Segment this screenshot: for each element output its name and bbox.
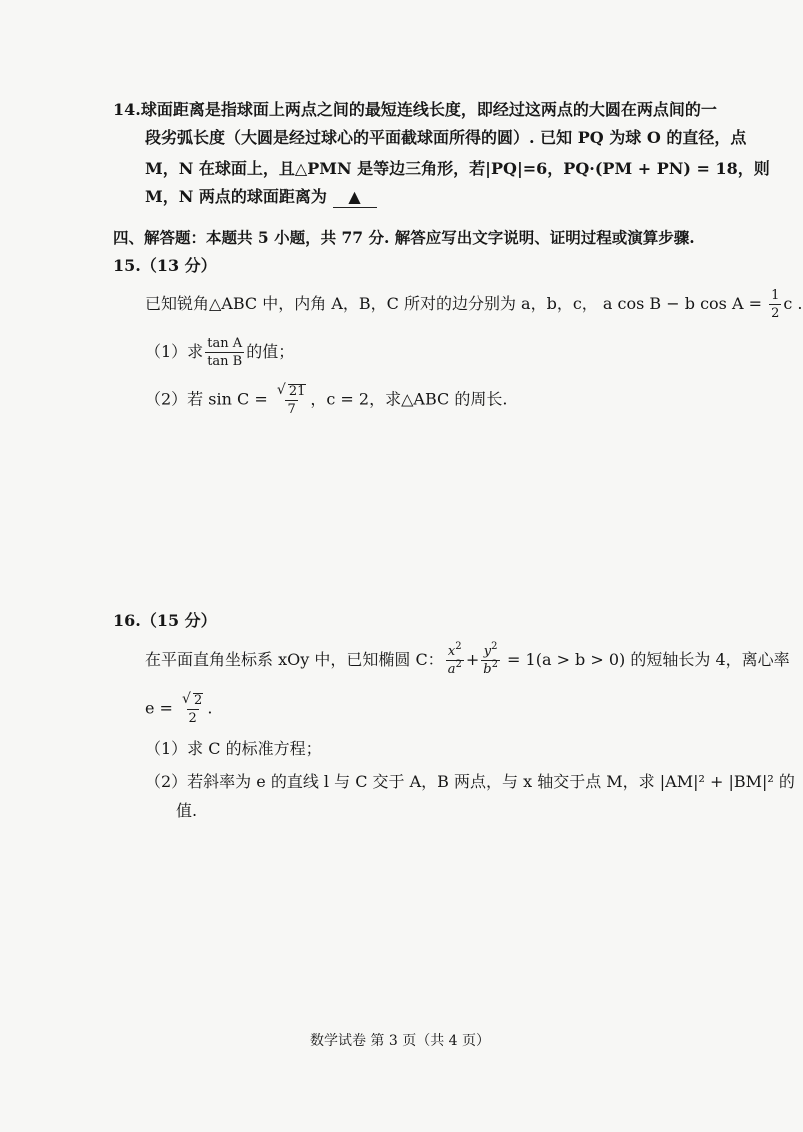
var-b: b [483,662,492,677]
q14-line1 [113,98,717,122]
q15-part2-suffix: ，c = 2，求△ABC 的周长. [310,389,508,409]
fraction-numerator [482,641,500,660]
fraction-denominator: 2 [771,306,780,321]
sqrt-sign [277,384,307,398]
q14-text1: 球面距离是指球面上两点之间的最短连线长度，即经过这两点的大圆在两点间的一 [140,100,717,119]
q16-eccentricity [145,693,212,725]
answer-blank: ▲ [333,187,377,208]
q14-text4: M，N 两点的球面距离为 [145,187,327,206]
var-a: a [447,662,456,677]
fraction-numerator: tan A [207,336,243,351]
q15-header: 15.（13 分） [113,256,217,275]
q15-stem-tail: c . [783,294,803,313]
page-footer: 数学试卷 第 3 页（共 4 页） [309,1033,491,1049]
exponent: 2 [491,641,498,652]
e-suffix: . [207,698,213,718]
q16-header: 16.（15 分） [113,611,217,630]
fraction-denominator [446,660,464,676]
fraction-numerator [275,384,309,400]
exponent: 2 [455,659,462,670]
q14-line2: 段劣弧长度（大圆是经过球心的平面截球面所得的圆）. 已知 PQ 为球 O 的直径，点 [145,128,747,147]
fraction-denominator: tan B [207,354,243,369]
q14-line4 [145,185,377,209]
radicand: 2 [194,693,203,708]
q15-part2-prefix: （2）若 sin C = [145,389,273,409]
q15-half-fraction [769,289,781,320]
q14-line3: M，N 在球面上，且△PMN 是等边三角形，若|PQ|=6，PQ·(PM + PN) = 18，则 [145,159,770,178]
q16-stem-prefix: 在平面直角坐标系 xOy 中，已知椭圆 C： [145,650,444,669]
q16-stem-mid: = 1(a > b > 0) 的短轴长为 4，离心率 [501,650,790,669]
q15-stem [145,289,803,320]
fraction-numerator: 1 [771,288,780,303]
q14-number: 14. [113,100,141,119]
q16-part2: （2）若斜率为 e 的直线 l 与 C 交于 A，B 两点，与 x 轴交于点 M，求 |AM|² + |BM|² 的 [145,772,795,791]
q16-stem: 在平面直角坐标系 xOy 中，已知椭圆 C： $\frac{x^2}{a^2}$ + $\frac{y^2}{b^2}$ = 1(a > b > 0) 的短轴长为 4，离心率 [145,641,790,677]
eccentricity-fraction [180,693,205,725]
fraction-numerator [446,641,464,660]
exponent: 2 [491,659,498,670]
fraction-denominator: 7 [287,402,296,417]
q15-part1-suffix: 的值； [246,342,295,361]
q15-stem-text: 已知锐角△ABC 中，内角 A，B，C 所对的边分别为 a，b，c， a cos B − b cos A = [145,294,768,313]
sinC-fraction [275,384,309,416]
q15-part2 [145,384,507,416]
exponent: 2 [455,641,462,652]
fraction-numerator [180,693,205,709]
var-x: x [447,644,456,659]
ellipse-x-term [446,641,464,677]
var-y: y [483,644,492,659]
fraction-denominator [481,660,500,676]
e-prefix: e = [145,698,179,718]
tan-ratio-fraction [205,337,244,368]
sqrt-sign [182,693,203,707]
q16-part2-cont: 值. [176,801,198,820]
q15-part1-prefix: （1）求 [145,342,204,361]
q16-part1: （1）求 C 的标准方程； [145,739,322,758]
q15-part1 [145,337,294,368]
ellipse-y-term [481,641,500,677]
fraction-denominator: 2 [188,711,197,726]
radicand: 21 [288,384,306,399]
section-heading: 四、解答题：本题共 5 小题，共 77 分. 解答应写出文字说明、证明过程或演算步骤. [113,228,695,247]
